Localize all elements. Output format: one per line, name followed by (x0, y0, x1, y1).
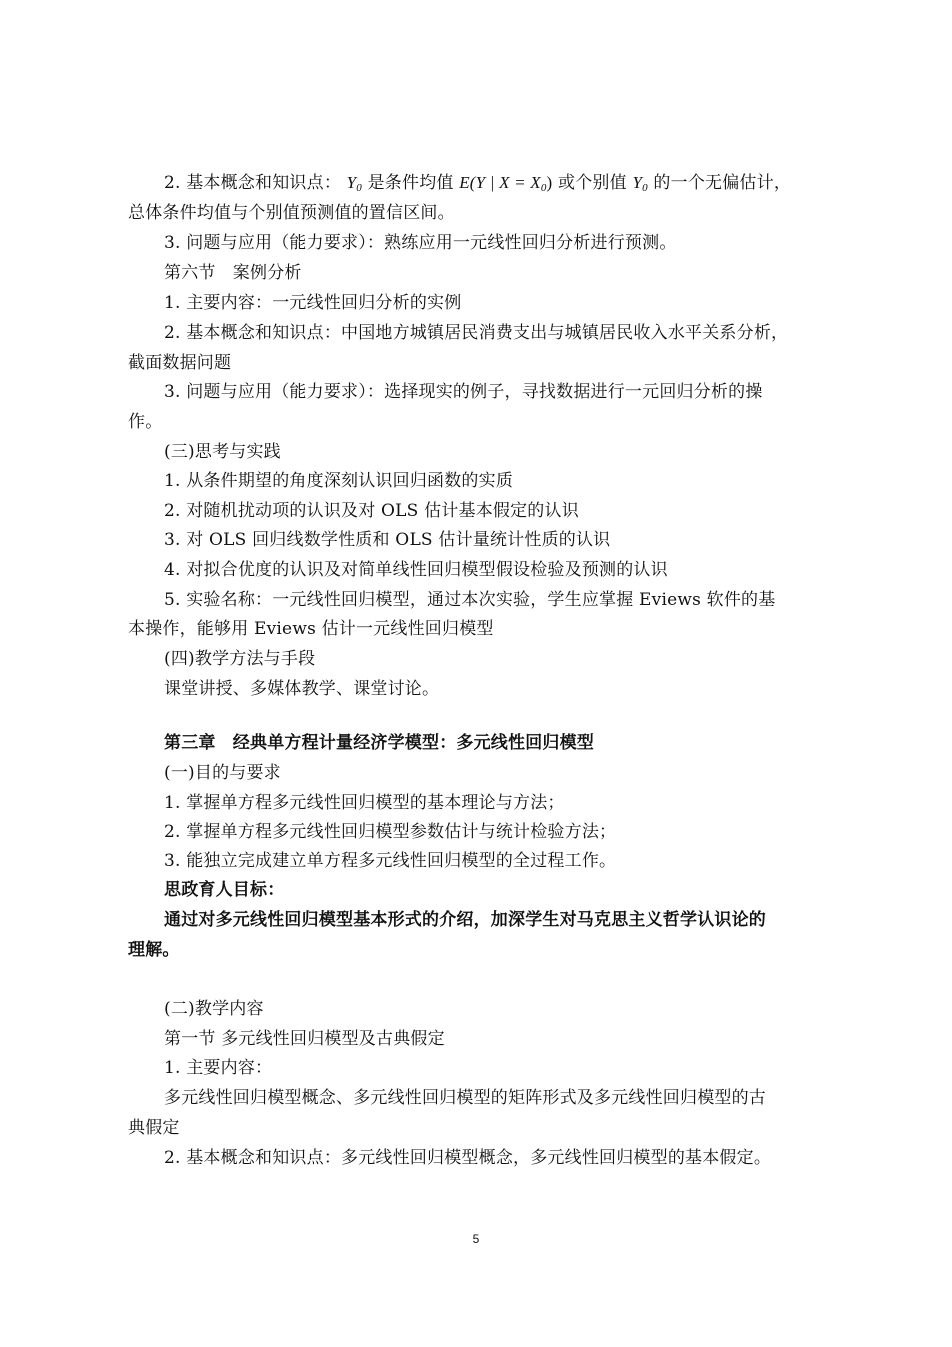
paragraph-line: 3. 问题与应用（能力要求）：选择现实的例子，寻找数据进行一元回归分析的操 (164, 382, 763, 402)
subsection-heading: (一)目的与要求 (164, 763, 281, 783)
text-run: 2. 基本概念和知识点： (164, 173, 342, 193)
paragraph-line: 课堂讲授、多媒体教学、课堂讨论。 (164, 679, 440, 699)
list-item: 3. 对 OLS 回归线数学性质和 OLS 估计量统计性质的认识 (164, 530, 611, 550)
list-item: 5. 实验名称：一元线性回归模型，通过本次实验，学生应掌握 Eviews 软件的基 (164, 590, 776, 610)
text-run: 的一个无偏估计， (653, 173, 792, 193)
paragraph-line: 本操作，能够用 Eviews 估计一元线性回归模型 (128, 619, 494, 639)
list-item: 1. 从条件期望的角度深刻认识回归函数的实质 (164, 471, 514, 491)
paragraph-line: 2. 基本概念和知识点：中国地方城镇居民消费支出与城镇居民收入水平关系分析， (164, 323, 789, 343)
paragraph-line: 1. 主要内容：一元线性回归分析的实例 (164, 293, 462, 313)
math-conditional-mean: E(Y | $X = X_0$) (459, 173, 553, 194)
goal-text: 理解。 (128, 940, 180, 960)
list-item: 2. 对随机扰动项的认识及对 OLS 估计基本假定的认识 (164, 501, 579, 521)
text-run: 是条件均值 (367, 173, 454, 193)
section-heading: 第六节 案例分析 (164, 263, 302, 283)
subsection-heading: (二)教学内容 (164, 999, 264, 1019)
list-item: 3. 能独立完成建立单方程多元线性回归模型的全过程工作。 (164, 851, 617, 871)
paragraph-line: 总体条件均值与个别值预测值的置信区间。 (128, 203, 455, 223)
math-y0: $Y_0$ (346, 173, 362, 194)
math-y0-individual: $Y_0$ (632, 173, 648, 194)
chapter-title: 第三章 经典单方程计量经济学模型：多元线性回归模型 (164, 733, 594, 753)
paragraph-line: 2. 基本概念和知识点：多元线性回归模型概念，多元线性回归模型的基本假定。 (164, 1148, 772, 1168)
paragraph-line: 1. 主要内容： (164, 1058, 273, 1078)
subsection-heading: (三)思考与实践 (164, 442, 281, 462)
text-run: 或个别值 (558, 173, 627, 193)
subsection-heading: (四)教学方法与手段 (164, 649, 316, 669)
list-item: 4. 对拟合优度的认识及对简单线性回归模型假设检验及预测的认识 (164, 560, 668, 580)
paragraph-line: 截面数据问题 (128, 353, 232, 373)
goal-text: 通过对多元线性回归模型基本形式的介绍，加深学生对马克思主义哲学认识论的 (164, 910, 766, 930)
list-item: 2. 掌握单方程多元线性回归模型参数估计与统计检验方法； (164, 822, 617, 842)
paragraph-line: 3. 问题与应用（能力要求）：熟练应用一元线性回归分析进行预测。 (164, 233, 677, 253)
paragraph-line: 典假定 (128, 1118, 180, 1138)
goal-heading: 思政育人目标： (164, 880, 285, 900)
section-heading: 第一节 多元线性回归模型及古典假定 (164, 1029, 445, 1049)
paragraph-line: 多元线性回归模型概念、多元线性回归模型的矩阵形式及多元线性回归模型的古 (164, 1088, 766, 1108)
paragraph-line: 作。 (128, 412, 163, 432)
page-number: 5 (472, 1232, 480, 1246)
list-item: 1. 掌握单方程多元线性回归模型的基本理论与方法； (164, 793, 565, 813)
